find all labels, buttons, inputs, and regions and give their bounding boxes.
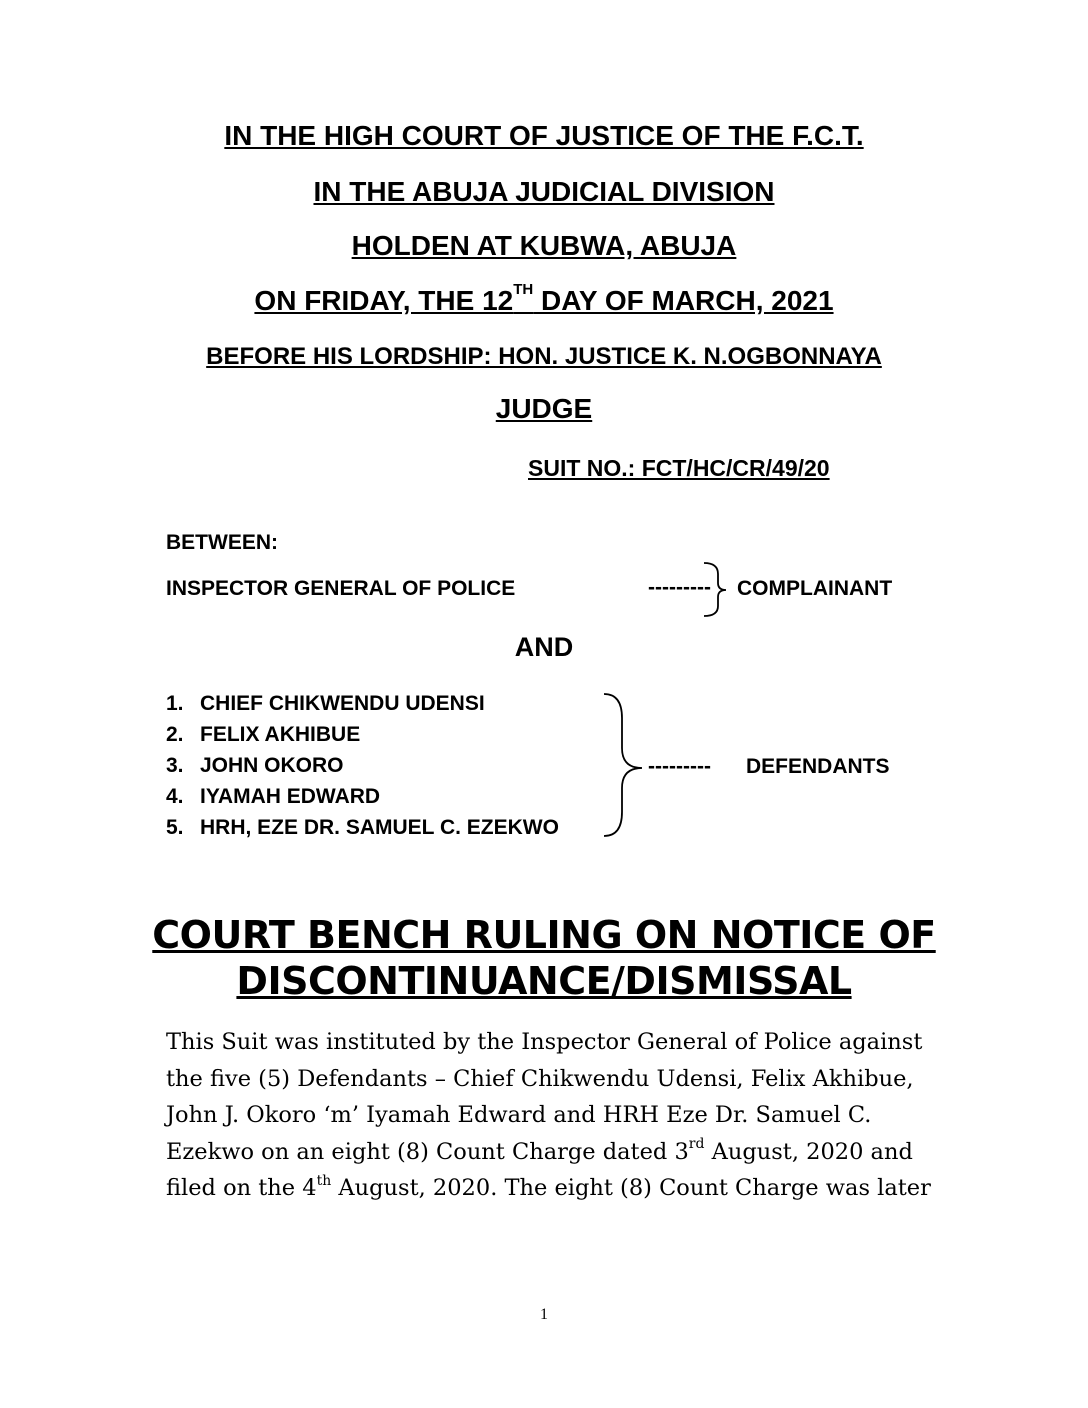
ruling-title-line1: COURT BENCH RULING ON NOTICE OF [152, 913, 936, 957]
complainant-name: INSPECTOR GENERAL OF POLICE [166, 577, 516, 600]
complainant-role: COMPLAINANT [737, 577, 893, 600]
ruling-title-line2: DISCONTINUANCE/DISMISSAL [236, 959, 852, 1003]
judge-heading: JUDGE [495, 393, 593, 424]
defendant-name: JOHN OKORO [200, 754, 344, 777]
defendant-number: 3. [166, 754, 184, 777]
defendant-number: 2. [166, 723, 184, 746]
complainant-dashes: --------- [648, 576, 711, 599]
before-judge-heading: BEFORE HIS LORDSHIP: HON. JUSTICE K. N.OGBONNAYA [206, 343, 882, 370]
body-text-part3: August, 2020. The eight (8) Count Charge was later [331, 1175, 931, 1201]
body-superscript-rd: rd [688, 1136, 705, 1152]
date-superscript: TH [513, 281, 534, 298]
body-text-part2: August, 2020 and filed on the 4 [166, 1138, 913, 1201]
between-label: BETWEEN: [166, 531, 278, 554]
court-name-heading: IN THE HIGH COURT OF JUSTICE OF THE F.C.T. [224, 120, 864, 151]
complainant-brace [704, 563, 726, 616]
date-prefix: ON FRIDAY, THE 12 [254, 285, 514, 316]
defendants-brace [604, 694, 642, 836]
defendant-name: HRH, EZE DR. SAMUEL C. EZEKWO [200, 816, 559, 839]
ruling-body-paragraph [166, 1024, 936, 1207]
and-separator: AND [514, 632, 574, 662]
defendants-role: DEFENDANTS [746, 755, 890, 778]
defendant-number: 5. [166, 816, 184, 839]
defendant-name: CHIEF CHIKWENDU UDENSI [200, 692, 485, 715]
page-number: 1 [540, 1306, 548, 1323]
suit-number: SUIT NO.: FCT/HC/CR/49/20 [528, 455, 830, 481]
holden-heading: HOLDEN AT KUBWA, ABUJA [351, 230, 737, 261]
defendant-number: 4. [166, 785, 184, 808]
date-suffix: DAY OF MARCH, 2021 [533, 285, 834, 316]
defendant-name: IYAMAH EDWARD [200, 785, 381, 808]
body-superscript-th: th [316, 1172, 332, 1189]
division-heading: IN THE ABUJA JUDICIAL DIVISION [313, 176, 775, 207]
defendants-dashes: --------- [648, 755, 711, 778]
defendant-name: FELIX AKHIBUE [200, 723, 361, 746]
defendant-number: 1. [166, 692, 184, 715]
body-text-part1: This Suit was instituted by the Inspector General of Police against the five (5) Defendants – Chief Chikwendu Udensi, Felix Akhibue, John J. Okoro ‘m’ Iyamah Edward and HRH Eze Dr. Samuel C. Ezekwo on an eight (8) Count Charge dated 3 [166, 1029, 923, 1165]
ruling-title [0, 912, 1088, 1004]
